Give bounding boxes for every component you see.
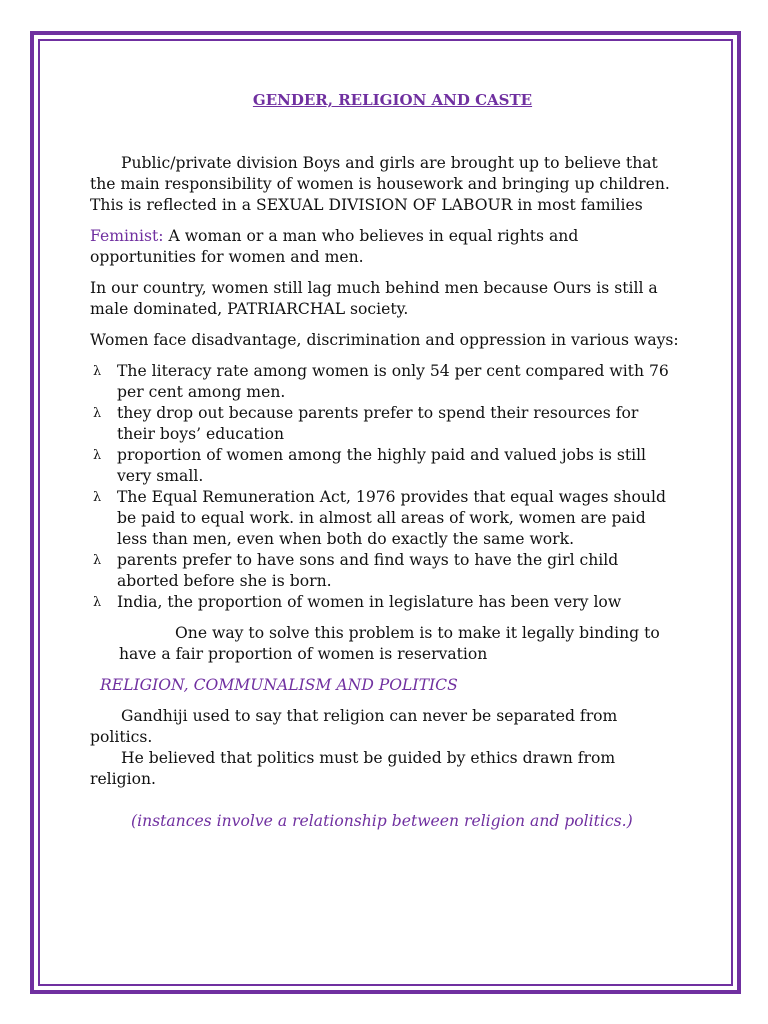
paragraph-patriarchal: In our country, women still lag much behind men because Ours is still a male dominated, PATRIARCHAL society. — [90, 279, 658, 318]
list-item — [90, 361, 680, 403]
closing-note: (instances involve a relationship between religion and politics.) — [131, 812, 633, 830]
paragraph-division: Public/private division Boys and girls are brought up to believe that the main responsibility of women is housework and bringing up children. This is reflected in a SEXUAL DIVISION OF LABOUR in most families — [90, 154, 670, 214]
lambda-bullet-icon: λ — [93, 595, 102, 610]
paragraph-feminist — [90, 226, 680, 268]
lambda-bullet-icon: λ — [93, 406, 102, 421]
list-item — [90, 487, 680, 550]
lambda-bullet-icon: λ — [93, 364, 102, 379]
gandhi-sentence-1: Gandhiji used to say that religion can never be separated from politics. — [90, 707, 618, 746]
disadvantage-list — [90, 361, 680, 613]
list-item — [90, 403, 680, 445]
gandhi-sentence-2: He believed that politics must be guided by ethics drawn from religion. — [90, 749, 616, 788]
section-heading-religion: RELIGION, COMMUNALISM AND POLITICS — [100, 676, 458, 694]
lambda-bullet-icon: λ — [93, 553, 102, 568]
paragraph-disadvantage: Women face disadvantage, discrimination and oppression in various ways: — [90, 331, 679, 349]
lambda-bullet-icon: λ — [93, 490, 102, 505]
paragraph-gandhi — [90, 706, 680, 790]
document-body — [90, 90, 680, 832]
list-item — [90, 592, 680, 613]
lambda-bullet-icon: λ — [93, 448, 102, 463]
list-item-text: The Equal Remuneration Act, 1976 provides that equal wages should be paid to equal work. in almost all areas of work, women are paid less than men, even when both do exactly the same work. — [117, 488, 666, 548]
feminist-definition: A woman or a man who believes in equal rights and opportunities for women and men. — [90, 227, 579, 266]
list-item-text: proportion of women among the highly paid and valued jobs is still very small. — [117, 446, 647, 485]
list-item-text: parents prefer to have sons and find ways to have the girl child aborted before she is born. — [117, 551, 619, 590]
list-item — [90, 445, 680, 487]
list-item-text: India, the proportion of women in legislature has been very low — [117, 593, 622, 611]
list-item — [90, 550, 680, 592]
paragraph-solution: One way to solve this problem is to make it legally binding to have a fair proportion of women is reservation — [119, 624, 660, 663]
list-item-text: The literacy rate among women is only 54 per cent compared with 76 per cent among men. — [117, 362, 669, 401]
document-title: GENDER, RELIGION AND CASTE — [252, 91, 533, 109]
feminist-label: Feminist: — [90, 227, 164, 245]
list-item-text: they drop out because parents prefer to spend their resources for their boys’ education — [117, 404, 639, 443]
